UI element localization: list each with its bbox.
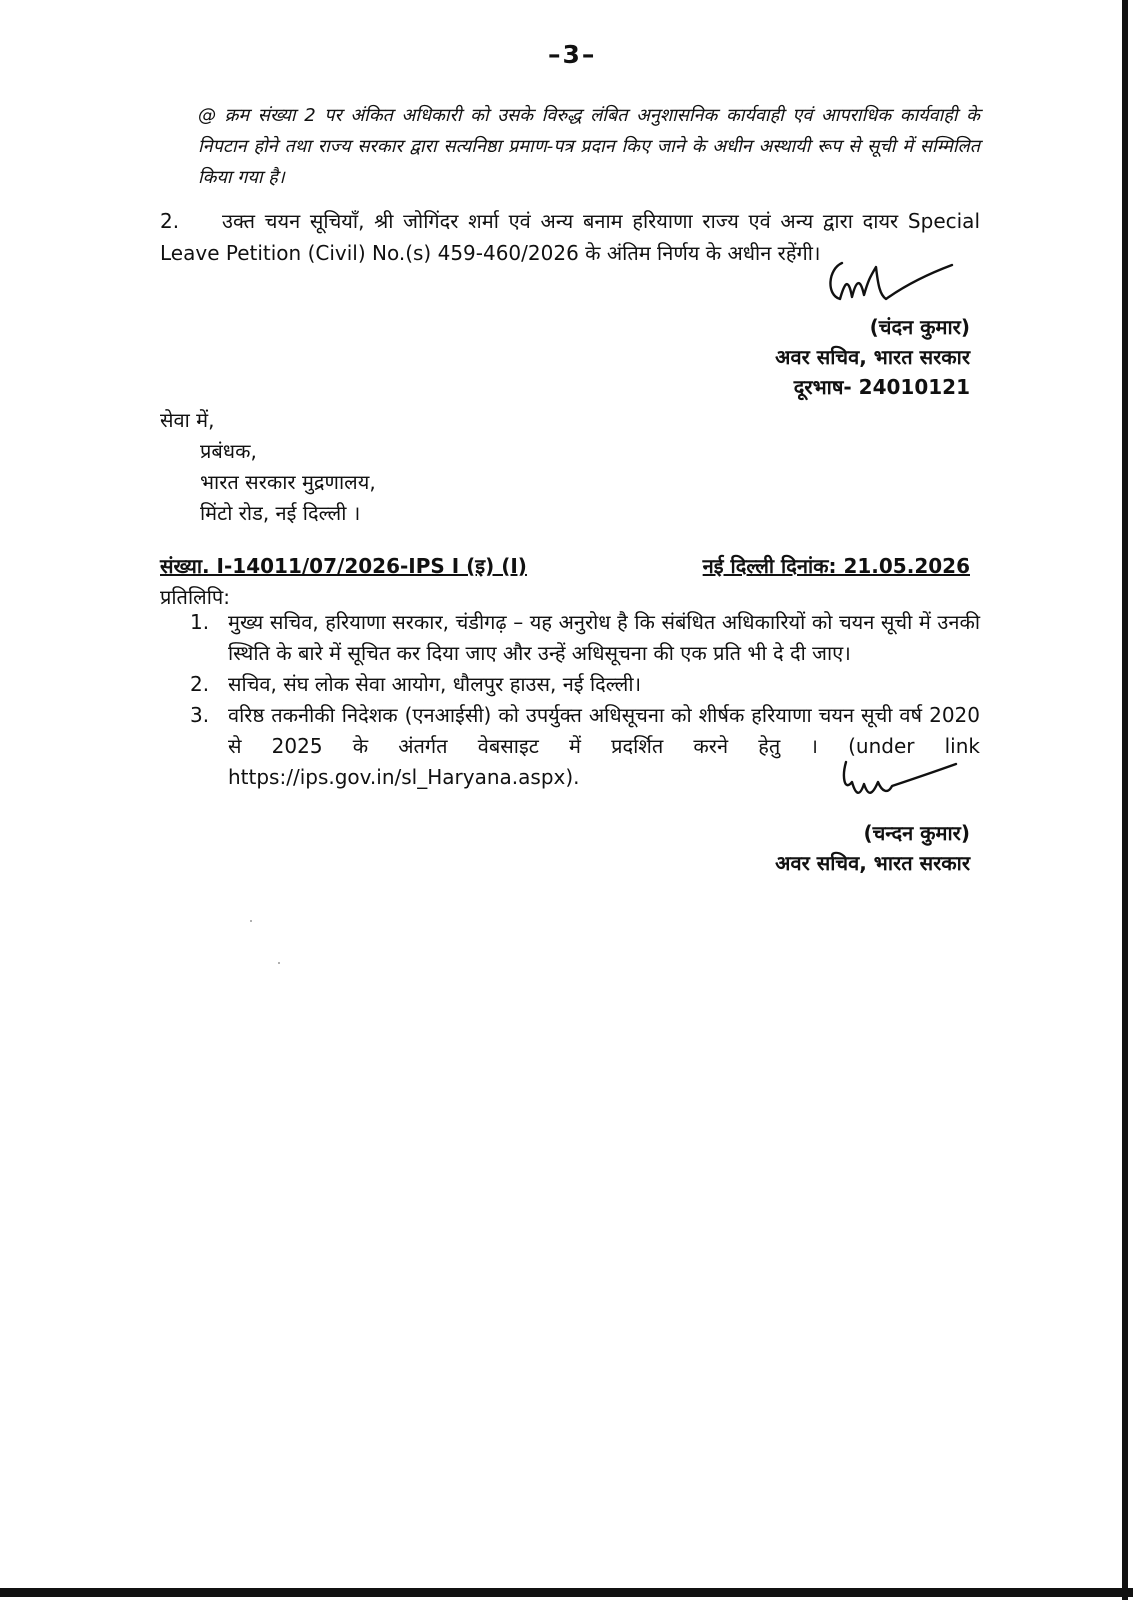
scan-edge-right	[1122, 0, 1128, 1600]
reference-date: नई दिल्ली दिनांक: 21.05.2026	[702, 554, 970, 578]
copy-to-label: प्रतिलिपि:	[160, 585, 230, 609]
address-line: भारत सरकार मुद्रणालय,	[200, 470, 376, 494]
scan-edge-bottom	[0, 1588, 1133, 1597]
address-block	[160, 405, 376, 529]
list-item-number: 1.	[190, 610, 210, 634]
list-item-text: सचिव, संघ लोक सेवा आयोग, धौलपुर हाउस, नई दिल्ली।	[228, 672, 642, 696]
list-item-number: 3.	[190, 703, 210, 727]
address-line: मिंटो रोड, नई दिल्ली ।	[200, 501, 361, 525]
list-item	[190, 607, 980, 669]
handwritten-signature-2	[832, 752, 972, 812]
signatory-name: (चंदन कुमार)	[869, 315, 970, 339]
address-salutation: सेवा में,	[160, 408, 215, 432]
list-item-text: मुख्य सचिव, हरियाणा सरकार, चंडीगढ़ – यह अनुरोध है कि संबंधित अधिकारियों को चयन सूची में उनकी स्थिति के बारे में सूचित कर दिया जाए और उन्हें अधिसूचना की एक प्रति भी दे दी जाए।	[228, 610, 980, 665]
list-item-text: वरिष्ठ तकनीकी निदेशक (एनआईसी) को उपर्युक्त अधिसूचना को शीर्षक हरियाणा चयन सूची वर्ष 2020 से 2025 के अंतर्गत वेबसाइट में प्रदर्शित करने हेतु । (under link https://ips.gov.in/sl_Haryana.aspx).	[228, 703, 980, 789]
reference-number: संख्या. I-14011/07/2026-IPS I (इ) (I)	[160, 554, 527, 578]
signatory-phone: दूरभाष- 24010121	[793, 375, 970, 399]
footnote-note: @ क्रम संख्या 2 पर अंकित अधिकारी को उसके विरुद्ध लंबित अनुशासनिक कार्यवाही एवं आपराधिक कार्यवाही के निपटान होने तथा राज्य सरकार द्वारा सत्यनिष्ठा प्रमाण-पत्र प्रदान किए जाने के अधीन अस्थायी रूप से सूची में सम्मिलित किया गया है।	[198, 105, 980, 188]
scan-speck	[278, 962, 280, 964]
list-item	[190, 669, 980, 700]
signatory-designation: अवर सचिव, भारत सरकार	[775, 851, 970, 875]
signature-block-2	[775, 818, 970, 878]
paragraph-text: उक्त चयन सूचियाँ, श्री जोगिंदर शर्मा एवं अन्य बनाम हरियाणा राज्य एवं अन्य द्वारा दायर Special Leave Petition (Civil) No.(s) 459-460/2026 के अंतिम निर्णय के अधीन रहेंगी।	[160, 209, 980, 265]
handwritten-signature-1	[820, 255, 960, 315]
paragraph-number: 2.	[160, 209, 180, 233]
list-item-number: 2.	[190, 672, 210, 696]
signatory-name: (चन्दन कुमार)	[863, 821, 970, 845]
address-line: प्रबंधक,	[200, 439, 257, 463]
signature-block-1	[775, 312, 970, 402]
signatory-designation: अवर सचिव, भारत सरकार	[775, 345, 970, 369]
page-number: –3–	[548, 40, 597, 69]
scan-speck	[250, 920, 252, 922]
